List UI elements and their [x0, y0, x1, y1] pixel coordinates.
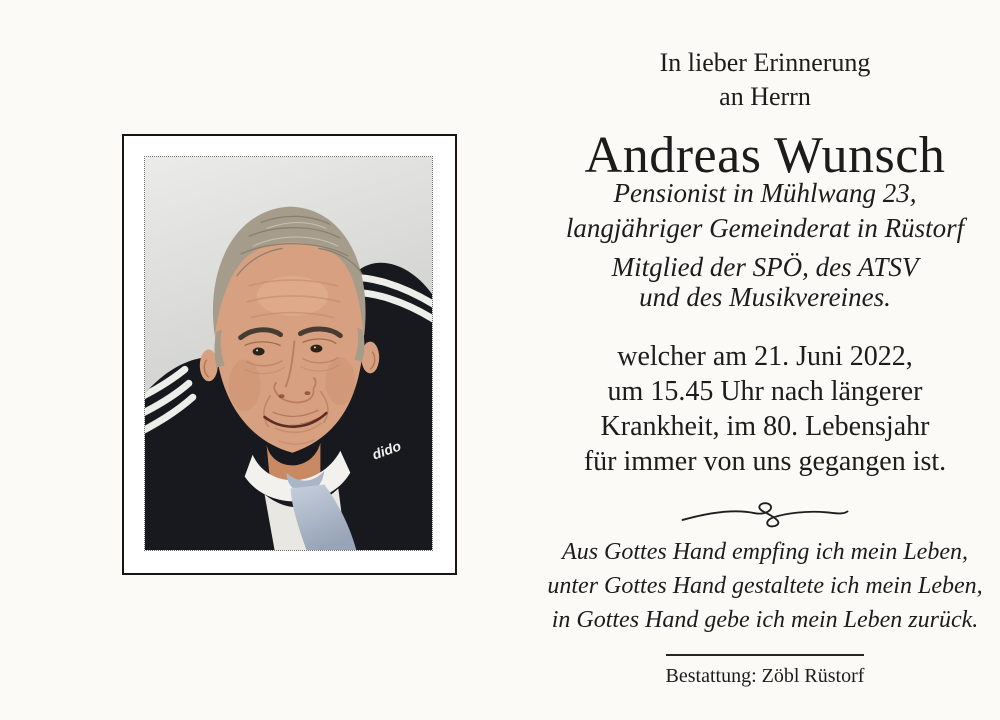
death-notice-line: welcher am 21. Juni 2022, [617, 341, 913, 372]
flourish-icon [670, 497, 860, 531]
membership-line: und des Musikvereines. [639, 282, 891, 312]
death-notice-block [535, 339, 995, 479]
jacket-logo: dido [369, 437, 404, 463]
intro-block [535, 46, 995, 114]
photo-frame [122, 134, 457, 575]
verse-line: unter Gottes Hand gestaltete ich mein Leben, [547, 573, 983, 599]
footer-block [535, 654, 995, 690]
description-block [535, 176, 995, 246]
council-line: langjähriger Gemeinderat in Rüstorf [565, 213, 965, 243]
portrait-illustration [145, 157, 432, 550]
salutation-line: an Herrn [719, 82, 811, 111]
memorial-text-column [535, 0, 995, 720]
death-notice-line: für immer von uns gegangen ist. [583, 446, 947, 477]
membership-block [535, 252, 995, 312]
deceased-name: Andreas Wunsch [584, 127, 946, 184]
portrait-photo [144, 156, 433, 551]
verse-line: Aus Gottes Hand empfing ich mein Leben, [562, 539, 968, 565]
death-notice-line: um 15.45 Uhr nach längerer [607, 376, 923, 407]
footer-divider [666, 654, 864, 656]
memorial-intro-line: In lieber Erinnerung [659, 48, 871, 77]
funeral-home-line: Bestattung: Zöbl Rüstorf [665, 665, 865, 687]
verse-line: in Gottes Hand gebe ich mein Leben zurück. [551, 607, 979, 633]
flourish-divider [535, 497, 995, 533]
membership-line: Mitglied der SPÖ, des ATSV [611, 252, 919, 282]
residence-line: Pensionist in Mühlwang 23, [613, 178, 917, 208]
death-notice-line: Krankheit, im 80. Lebensjahr [600, 411, 930, 442]
verse-block [535, 535, 995, 637]
